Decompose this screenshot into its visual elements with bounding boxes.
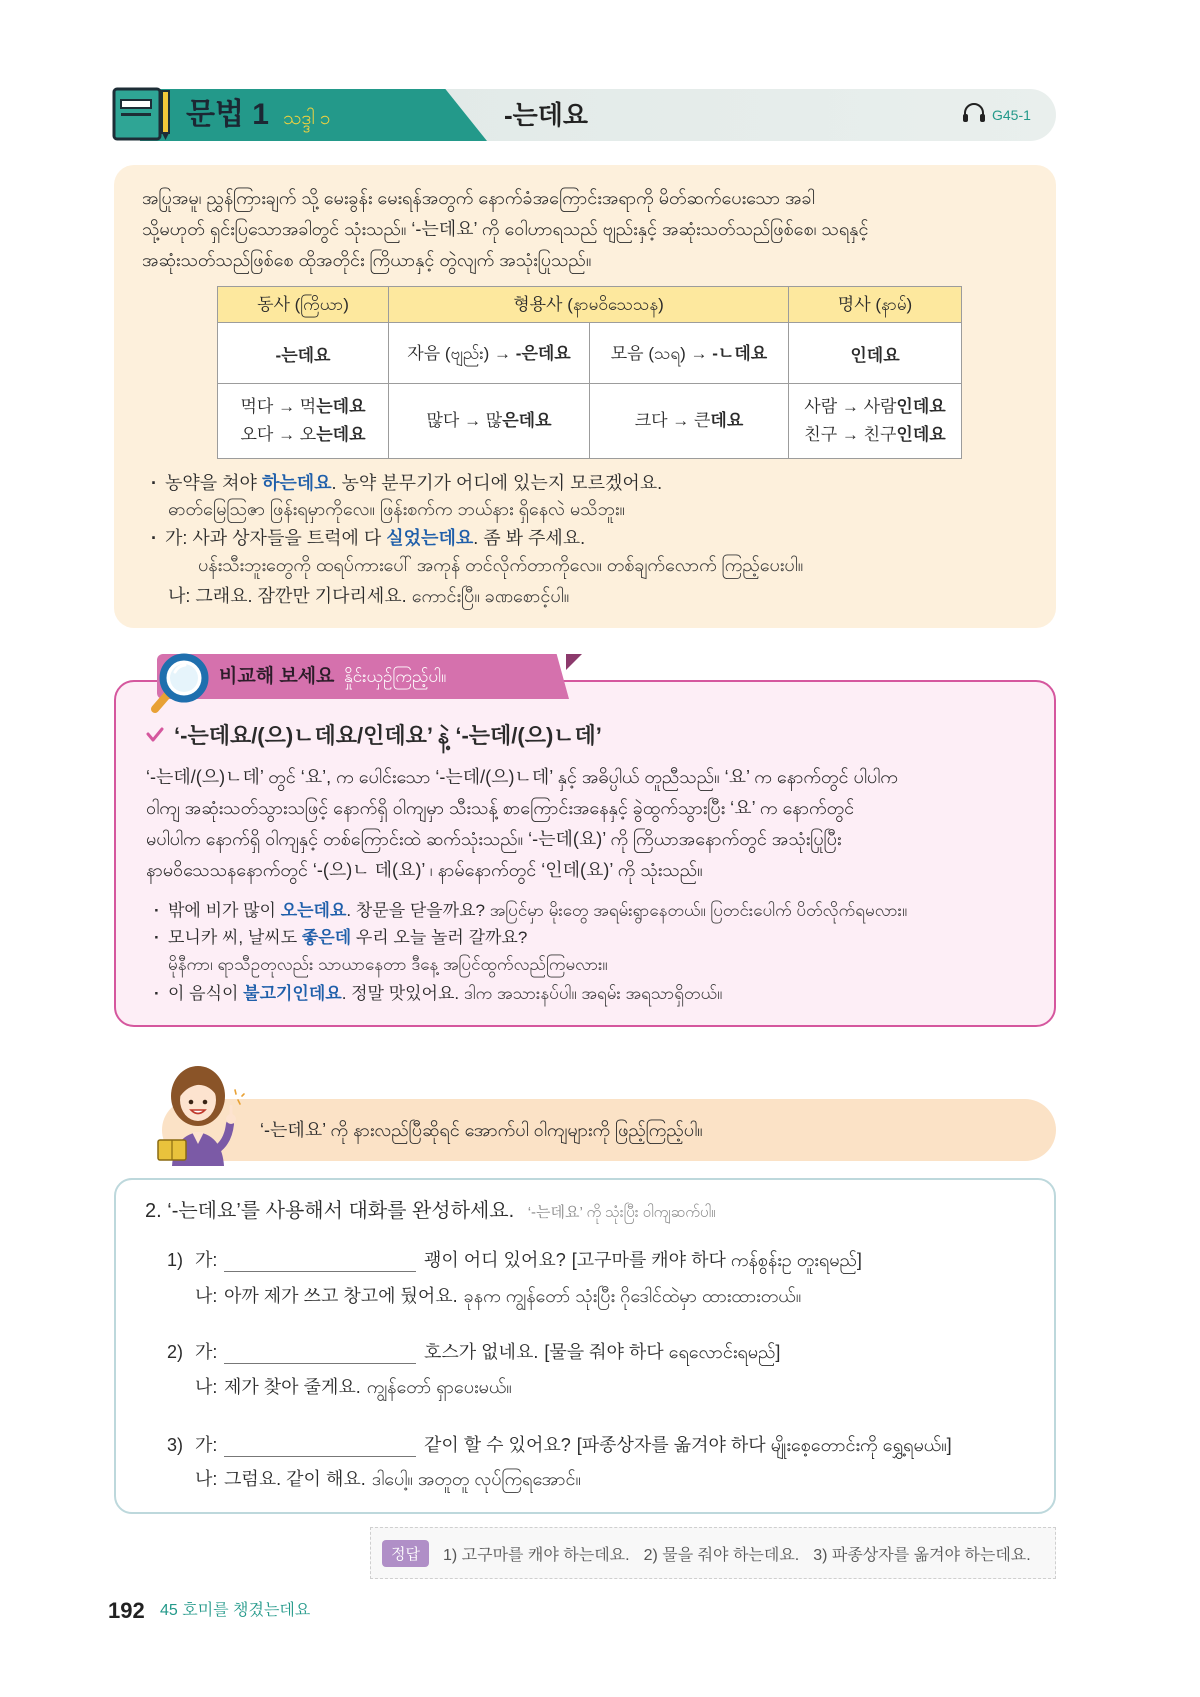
- exercise-item-3-line-b: [195, 1464, 581, 1494]
- example-stem: 먹다 → 먹: [240, 397, 317, 416]
- audio-track-button[interactable]: [962, 89, 1031, 141]
- response-translation: ကျွန်တော် ရှာပေးမယ်။: [366, 1377, 512, 1397]
- response-translation: ခုနက ကျွန်တော် သုံးပြီး ဂိုဒေါင်ထဲမှာ ထားထားတယ်။: [463, 1286, 802, 1306]
- table-header-row: [218, 287, 962, 323]
- exercise-item-1-line-b: [195, 1281, 801, 1311]
- answer-item: 2) 물을 줘야 하는데요.: [643, 1546, 800, 1564]
- speaker-label: 가:: [195, 1250, 218, 1270]
- compare-tab-fold: [566, 654, 582, 670]
- rule-noun: 인데요: [789, 323, 962, 384]
- exercise-item-2-line-a: [167, 1337, 780, 1367]
- exercise-instruction-korean: ‘-는데요’를 사용해서 대화를 완성하세요.: [167, 1200, 515, 1222]
- exercise-item-2-line-b: [195, 1372, 512, 1402]
- response-text: 아까 제가 쓰고 창고에 뒀어요.: [224, 1286, 458, 1306]
- compare-heading-text: ‘-는데요/(으)ㄴ데요/인데요’ နဲ့ ‘-는데/(으)ㄴ데’: [174, 723, 602, 748]
- compare-example-translation: မိုနီကာ၊ ရာသီဥတုလည်း သာယာနေတာ ဒီနေ့ အပြင်ထွက်လည်ကြမလား။: [168, 955, 608, 974]
- sentence-text: . 좀 봐 주세요.: [473, 528, 586, 548]
- compare-tab-label-myanmar: နှိုင်းယှဉ်ကြည့်ပါ။: [344, 667, 447, 686]
- translation-text: အပြင်မှာ မိုးတွေ အရမ်းရွာနေတယ်။ ပြတင်းပေါက် ပိတ်လိုက်ရမလား။: [489, 901, 908, 920]
- grammar-point-title: -는데요: [504, 100, 589, 130]
- answer-key: [370, 1527, 1056, 1579]
- example-ending: 인데요: [896, 425, 946, 444]
- hint-text: [물을 줘야 하다 ရေလောင်းရမည်]: [544, 1342, 781, 1362]
- example-dialogue-line-a: [165, 525, 585, 551]
- grammar-book-icon: [112, 86, 172, 142]
- table-rule-row: [218, 323, 962, 384]
- example-translation-myanmar: ဓာတ်မြေဩဇာ ဖြန်းရမှာကိုလေ။ ဖြန်းစက်က ဘယ်နား ရှိနေလဲ မသိဘူး။: [168, 499, 625, 519]
- example-stem: 사람 → 사람: [804, 397, 897, 416]
- column-header-adjective: 형용사 (နာမဝိသေသန): [389, 287, 789, 323]
- item-number: 1): [167, 1250, 184, 1270]
- hint-text: [고구마를 캐야 하다 ကန်စွန်းဥ တူးရမည်]: [571, 1250, 862, 1270]
- explanation-box: [114, 165, 1056, 628]
- example-sentence-korean: [165, 470, 662, 496]
- sentence-text: . 정말 맛있어요.: [341, 984, 460, 1003]
- example-stem: 크다 → 큰: [634, 411, 711, 430]
- compare-example: [168, 924, 527, 951]
- rule-text: 자음 (ဗျည်း) →: [407, 343, 516, 363]
- speaker-label: 나:: [195, 1286, 218, 1306]
- table-example: [218, 421, 388, 449]
- example-noun-cell: [789, 384, 962, 459]
- compare-example: [168, 897, 907, 924]
- hint-text: [파종상자를 옮겨야 하다 မျိုးစေ့တောင်းကို ရွှေ့ရမယ်။]: [576, 1435, 952, 1455]
- rule-verb: -는데요: [218, 323, 389, 384]
- sentence-text: . 농약 분무기가 어디에 있는지 모르겠어요.: [331, 473, 663, 493]
- item-number: 3): [167, 1435, 184, 1455]
- explanation-line: သို့မဟုတ် ရှင်းပြသောအခါတွင် သုံးသည်။ ‘-는데요’ ကို ဝေါဟာရသည် ဗျည်းနှင့် အဆုံးသတ်သည်ဖြစ်စေ၊ သရနှင့်: [142, 219, 869, 239]
- example-stem: 친구 → 친구: [804, 425, 897, 444]
- response-text: 제가 찾아 줄게요.: [224, 1377, 361, 1397]
- compare-line: ‘-는데/(으)ㄴ데’ တွင် ‘요’, က ပေါင်းသော ‘-는데/(으)ㄴ데’ နှင့် အဓိပ္ပါယ် တူညီသည်။ ‘요’ က နောက်တွင် ပါပါက: [146, 767, 898, 787]
- explanation-line: အပြုအမူ၊ ညွှန်ကြားချက် သို့ မေးခွန်း မေးရန်အတွက် နောက်ခံအကြောင်းအရာကို မိတ်ဆက်ပေးသော အခါ: [142, 188, 815, 208]
- translation-text: ဒါက အသားနပ်ပါ။ အရမ်း အရသာရှိတယ်။: [463, 984, 723, 1003]
- answer-blank-1[interactable]: [224, 1249, 416, 1272]
- speaker-label: 가:: [195, 1435, 218, 1455]
- answer-blank-3[interactable]: [224, 1434, 416, 1457]
- table-example-row: [218, 384, 962, 459]
- compare-tab-label-korean: 비교해 보세요: [219, 666, 335, 687]
- prompt-text: 괭이 어디 있어요?: [424, 1250, 566, 1270]
- highlighted-ending: 오는데요: [280, 901, 347, 920]
- speaker-label: 나:: [195, 1469, 218, 1489]
- response-translation: ဒါပေါ့။ အတူတူ လုပ်ကြရအောင်။: [371, 1469, 581, 1489]
- speaker-label: 가:: [195, 1342, 218, 1362]
- compare-box: [114, 680, 1056, 1027]
- exercise-title: [145, 1196, 716, 1226]
- page-number: 192: [108, 1598, 145, 1623]
- rule-adjective-vowel: [590, 323, 789, 384]
- table-example: [789, 393, 961, 421]
- sentence-text: 이 음식이: [168, 984, 244, 1003]
- compare-line: ဝါကျ အဆုံးသတ်သွားသဖြင့် နောက်ရှိ ဝါကျမှာ သီးသန့် စာကြောင်းအနေနှင့် ခွဲထွက်သွားပြီး ‘요’ က နောက်တွင်: [146, 798, 855, 818]
- response-text: 그럼요. 같이 해요.: [224, 1469, 366, 1489]
- example-stem: 오다 → 오: [240, 425, 317, 444]
- sentence-text: . 창문을 닫을까요?: [346, 901, 485, 920]
- headphones-icon: [962, 102, 986, 129]
- sentence-text: 가: 사과 상자들을 트럭에 다: [165, 528, 387, 548]
- translation-text: ကောင်းပြီ။ ခဏစောင့်ပါ။: [411, 586, 570, 606]
- table-example: [789, 421, 961, 449]
- section-title: [186, 89, 331, 141]
- example-ending: 인데요: [896, 397, 946, 416]
- sentence-text: 우리 오늘 놀러 갈까요?: [351, 928, 528, 947]
- explanation-line: အဆုံးသတ်သည်ဖြစ်စေ ထိုအတိုင်း ကြိယာနှင့် တွဲလျက် အသုံးပြုသည်။: [142, 250, 592, 270]
- example-translation-myanmar: ပန်းသီးဘူးတွေကို ထရပ်ကားပေါ် အကုန် တင်လိုက်တာကိုလေ။ တစ်ချက်လောက် ကြည့်ပေးပါ။: [198, 555, 804, 575]
- example-ending: 은데요: [502, 411, 552, 430]
- sentence-text: 밖에 비가 많이: [168, 901, 281, 920]
- teacher-character-icon: [156, 1056, 246, 1166]
- exercise-item-1-line-a: [167, 1245, 862, 1275]
- checkmark-icon: [146, 720, 164, 752]
- practice-prompt-text: ‘-는데요’ ကို နားလည်ပြီဆိုရင် အောက်ပါ ဝါကျများကို ဖြည့်ကြည့်ပါ။: [260, 1120, 703, 1140]
- answer-item: 3) 파종상자를 옮겨야 하는데요.: [813, 1546, 1031, 1564]
- example-ending: 데요: [710, 411, 744, 430]
- example-dialogue-line-b: [168, 583, 569, 609]
- item-number: 2): [167, 1342, 184, 1362]
- sentence-text: 농약을 쳐야: [165, 473, 262, 493]
- highlighted-ending: 하는데요: [261, 473, 332, 493]
- compare-line: မပါပါက နောက်ရှိ ဝါကျနှင့် တစ်ကြောင်းထဲ ဆက်သုံးသည်။ ‘-는데(요)’ ကို ကြိယာအနောက်တွင် အသုံးပြုပြီး: [146, 829, 842, 849]
- sentence-text: 모니카 씨, 날씨도: [168, 928, 302, 947]
- example-ending: 는데요: [316, 425, 366, 444]
- exercise-number: 2.: [145, 1200, 162, 1222]
- answer-key-label: 정답: [382, 1540, 429, 1567]
- section-title-korean: 문법 1: [186, 98, 269, 131]
- column-header-verb: 동사 (ကြိယာ): [218, 287, 389, 323]
- answer-blank-2[interactable]: [224, 1341, 416, 1364]
- answer-item: 1) 고구마를 캐야 하는데요.: [442, 1546, 630, 1564]
- highlighted-ending: 실었는데요: [386, 528, 474, 548]
- chapter-title: 45 호미를 챙겼는데요: [160, 1602, 311, 1619]
- section-title-myanmar: သဒ္ဒါ ၁: [282, 108, 331, 129]
- compare-example: [168, 980, 722, 1007]
- exercise-instruction-myanmar: ‘-는데요’ ကို သုံးပြီး ဝါကျဆက်ပါ။: [527, 1204, 716, 1221]
- sentence-text: 나: 그래요. 잠깐만 기다리세요.: [168, 586, 407, 606]
- speaker-label: 나:: [195, 1377, 218, 1397]
- compare-line: နာမဝိသေသနနောက်တွင် ‘-(으)ㄴ 데(요)’ ၊ နာမ်နောက်တွင် ‘인데(요)’ ကို သုံးသည်။: [146, 860, 703, 880]
- example-ending: 는데요: [316, 397, 366, 416]
- magnifier-icon: [148, 652, 210, 714]
- highlighted-ending: 불고기인데요: [243, 984, 342, 1003]
- rule-adjective-consonant: [389, 323, 590, 384]
- table-example: [218, 393, 388, 421]
- example-adjective-consonant-cell: [389, 384, 590, 459]
- exercise-box: [114, 1178, 1056, 1514]
- highlighted-ending: 좋은데: [301, 928, 352, 947]
- example-verb-cell: [218, 384, 389, 459]
- example-stem: 많다 → 많: [426, 411, 503, 430]
- rule-ending: -ㄴ데요: [712, 343, 768, 363]
- prompt-text: 같이 할 수 있어요?: [424, 1435, 571, 1455]
- rule-ending: -은데요: [515, 343, 571, 363]
- audio-track-label: G45-1: [992, 107, 1031, 123]
- column-header-noun: 명사 (နာမ်): [789, 287, 962, 323]
- exercise-item-3-line-a: [167, 1430, 952, 1460]
- compare-heading: [146, 720, 602, 752]
- prompt-text: 호스가 없네요.: [424, 1342, 539, 1362]
- conjugation-table: [217, 286, 962, 459]
- example-adjective-vowel-cell: [590, 384, 789, 459]
- rule-text: 모음 (သရ) →: [610, 343, 713, 363]
